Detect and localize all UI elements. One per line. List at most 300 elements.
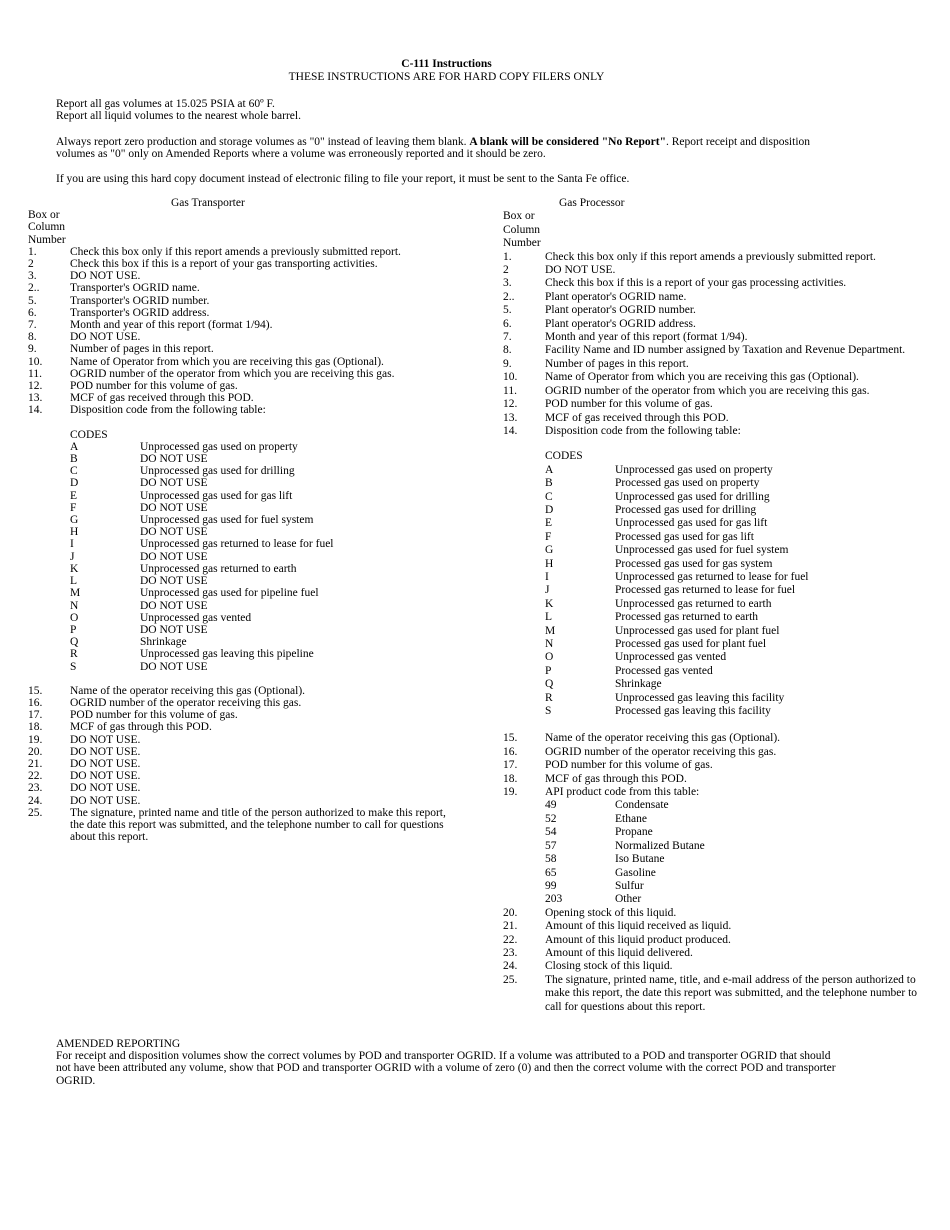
- code-description: Unprocessed gas returned to earth: [140, 562, 297, 575]
- intro-block: [56, 98, 856, 122]
- item-text: Transporter's OGRID address.: [70, 306, 210, 319]
- numbered-item: [503, 907, 928, 920]
- processor-items-a: [503, 251, 928, 439]
- numbered-item: [503, 920, 928, 933]
- item-number: 25.: [503, 973, 518, 986]
- code-letter: N: [545, 638, 554, 650]
- numbered-item: [28, 246, 458, 258]
- code-row: [70, 526, 458, 538]
- code-description: Unprocessed gas used on property: [615, 463, 773, 476]
- item-number: 3.: [28, 270, 37, 283]
- amended-heading: AMENDED REPORTING: [56, 1038, 181, 1050]
- item-number: 3.: [503, 277, 512, 290]
- item-text: POD number for this volume of gas.: [70, 380, 238, 393]
- numbered-item: [28, 270, 458, 282]
- item-text: Facility Name and ID number assigned by Taxation and Revenue Department.: [545, 344, 906, 357]
- code-row: [70, 661, 458, 673]
- item-number: 7.: [28, 319, 37, 332]
- code-description: Unprocessed gas used for fuel system: [615, 544, 789, 557]
- item-number: 1.: [503, 250, 512, 263]
- code-row: [70, 538, 458, 550]
- code-row: [545, 598, 928, 611]
- transporter-codes: [28, 429, 458, 673]
- code-row: [545, 584, 928, 597]
- code-description: Unprocessed gas used for pipeline fuel: [140, 587, 319, 600]
- item-number: 11.: [503, 384, 517, 397]
- item-text: Name of the operator receiving this gas (Optional).: [545, 732, 781, 745]
- item-text: Amount of this liquid received as liquid.: [545, 920, 732, 933]
- code-letter: E: [70, 489, 78, 502]
- code-row: [70, 575, 458, 587]
- numbered-item: [28, 380, 458, 392]
- code-letter: B: [70, 453, 78, 466]
- code-letter: N: [70, 599, 79, 612]
- intro-line-2: Report all liquid volumes to the nearest whole barrel.: [56, 110, 301, 123]
- code-description: Unprocessed gas used for gas lift: [615, 517, 768, 530]
- code-description: Processed gas used for plant fuel: [615, 638, 767, 650]
- code-letter: F: [70, 501, 77, 514]
- col-label-line-3: Number: [28, 233, 66, 246]
- item-text: Check this box only if this report amends a previously submitted report.: [70, 245, 401, 258]
- item-number: 9.: [503, 357, 512, 370]
- item-text: Name of the operator receiving this gas (Optional).: [70, 684, 306, 697]
- code-letter: A: [70, 440, 79, 453]
- code-description: Gasoline: [615, 866, 656, 879]
- item-number: 17.: [503, 759, 518, 772]
- col-label-line-2: Column: [28, 221, 66, 234]
- code-row: [545, 477, 928, 490]
- code-row: [545, 517, 928, 530]
- item-number: 13.: [28, 392, 43, 405]
- code-letter: I: [70, 538, 74, 551]
- item-text: MCF of gas through this POD.: [70, 721, 212, 734]
- item-number: 16.: [503, 745, 518, 758]
- code-letter: 58: [545, 853, 557, 866]
- code-row: [545, 867, 928, 880]
- item-number: 22.: [503, 933, 518, 946]
- numbered-item: [28, 404, 458, 416]
- code-description: DO NOT USE: [140, 550, 208, 563]
- numbered-item: [28, 282, 458, 294]
- code-letter: E: [545, 517, 553, 530]
- code-letter: P: [70, 623, 77, 636]
- code-description: DO NOT USE: [140, 599, 208, 612]
- item-number: 12.: [503, 398, 518, 411]
- code-row: [70, 600, 458, 612]
- code-letter: 52: [545, 812, 557, 825]
- item-number: 6.: [28, 306, 37, 319]
- item-number: 17.: [28, 709, 43, 722]
- code-row: [545, 544, 928, 557]
- item-number: 14.: [503, 424, 518, 437]
- gas-transporter-column: [28, 197, 458, 843]
- code-letter: M: [545, 624, 556, 637]
- item-text: Opening stock of this liquid.: [545, 906, 677, 919]
- code-row: [70, 477, 458, 489]
- transporter-items-b: [28, 685, 458, 844]
- code-letter: 49: [545, 799, 557, 812]
- numbered-item: [28, 319, 458, 331]
- item-text: OGRID number of the operator from which you are receiving this gas.: [70, 367, 395, 380]
- code-row: [545, 665, 928, 678]
- code-description: Processed gas vented: [615, 664, 713, 677]
- code-description: Ethane: [615, 812, 647, 825]
- col-label-line-3: Number: [503, 237, 541, 250]
- item-text: DO NOT USE.: [70, 745, 141, 758]
- gas-transporter-heading: Gas Transporter: [171, 197, 245, 209]
- item-text: Check this box if this is a report of your gas processing activities.: [545, 277, 847, 290]
- item-text: Disposition code from the following table:: [545, 424, 741, 437]
- item-number: 21.: [503, 920, 518, 933]
- code-description: DO NOT USE: [140, 453, 208, 466]
- numbered-item: [503, 732, 928, 745]
- transporter-codes-list: [70, 441, 458, 673]
- code-letter: 65: [545, 866, 557, 879]
- code-letter: R: [545, 691, 553, 704]
- numbered-item: [28, 746, 458, 758]
- numbered-item: [503, 412, 928, 425]
- numbered-item: [503, 251, 928, 264]
- code-row: [545, 799, 928, 812]
- item-text: DO NOT USE.: [70, 770, 141, 783]
- code-description: Unprocessed gas used for gas lift: [140, 489, 293, 502]
- numbered-item: [28, 331, 458, 343]
- code-row: [545, 611, 928, 624]
- code-description: Processed gas returned to lease for fuel: [615, 584, 796, 597]
- code-letter: F: [545, 530, 552, 543]
- code-description: Unprocessed gas returned to lease for fuel: [615, 570, 809, 583]
- code-letter: I: [545, 570, 549, 583]
- code-description: Normalized Butane: [615, 839, 705, 852]
- gas-processor-heading: Gas Processor: [559, 197, 625, 209]
- code-row: [545, 531, 928, 544]
- code-row: [545, 638, 928, 651]
- item-text: API product code from this table:: [545, 786, 700, 799]
- numbered-item: [28, 307, 458, 319]
- code-row: [70, 502, 458, 514]
- item-number: 15.: [28, 684, 43, 697]
- code-letter: 57: [545, 839, 557, 852]
- numbered-item: [28, 368, 458, 380]
- item-number: 25.: [28, 806, 43, 819]
- item-text: Month and year of this report (format 1/94).: [545, 331, 748, 344]
- numbered-item: [503, 934, 928, 947]
- item-text: Month and year of this report (format 1/94).: [70, 319, 273, 332]
- numbered-item: [28, 356, 458, 368]
- code-letter: 203: [545, 893, 563, 906]
- numbered-item: [28, 709, 458, 721]
- item-number: 7.: [503, 331, 512, 344]
- processor-codes: [503, 450, 928, 718]
- item-text: Closing stock of this liquid.: [545, 960, 673, 973]
- numbered-item: [503, 385, 928, 398]
- item-number: 5.: [28, 294, 37, 307]
- numbered-item: [28, 721, 458, 733]
- numbered-item: [503, 773, 928, 786]
- code-description: Unprocessed gas returned to earth: [615, 597, 772, 610]
- item-text: Plant operator's OGRID name.: [545, 290, 687, 303]
- code-letter: C: [545, 490, 553, 503]
- item-text: MCF of gas through this POD.: [545, 772, 687, 785]
- item-text: MCF of gas received through this POD.: [545, 411, 729, 424]
- item-number: 20.: [503, 906, 518, 919]
- code-row: [545, 625, 928, 638]
- item-text: Transporter's OGRID number.: [70, 294, 210, 307]
- numbered-item: [28, 807, 458, 844]
- code-row: [70, 465, 458, 477]
- numbered-item: [503, 331, 928, 344]
- code-description: Processed gas leaving this facility: [615, 705, 771, 718]
- code-row: [70, 587, 458, 599]
- code-letter: H: [545, 557, 554, 570]
- code-letter: L: [545, 611, 553, 624]
- amended-reporting: [56, 1038, 846, 1087]
- code-description: DO NOT USE: [140, 477, 208, 490]
- code-description: Unprocessed gas leaving this pipeline: [140, 648, 314, 661]
- item-text: Plant operator's OGRID address.: [545, 317, 696, 330]
- item-text: Check this box only if this report amends a previously submitted report.: [545, 250, 876, 263]
- numbered-item: [28, 697, 458, 709]
- code-row: [545, 571, 928, 584]
- item-number: 18.: [28, 721, 43, 734]
- item-text: DO NOT USE.: [70, 270, 141, 283]
- code-row: [70, 636, 458, 648]
- code-letter: Q: [70, 636, 79, 649]
- code-row: [545, 491, 928, 504]
- item-number: 10.: [28, 355, 43, 368]
- item-text: POD number for this volume of gas.: [545, 759, 713, 772]
- code-letter: H: [70, 526, 79, 539]
- code-letter: K: [545, 597, 554, 610]
- code-letter: G: [70, 514, 79, 527]
- code-description: Unprocessed gas used for plant fuel: [615, 624, 780, 637]
- col-label-line-2: Column: [503, 223, 541, 236]
- codes-title: CODES: [70, 428, 108, 441]
- item-number: 18.: [503, 772, 518, 785]
- code-letter: J: [545, 584, 550, 597]
- numbered-item: [28, 770, 458, 782]
- item-text: Number of pages in this report.: [70, 343, 214, 356]
- code-letter: P: [545, 664, 552, 677]
- item-text: DO NOT USE.: [545, 264, 616, 277]
- item-text: DO NOT USE.: [70, 733, 141, 746]
- code-description: Unprocessed gas used on property: [140, 440, 298, 453]
- item-text: DO NOT USE.: [70, 331, 141, 344]
- page-subtitle: THESE INSTRUCTIONS ARE FOR HARD COPY FILERS ONLY: [288, 71, 605, 83]
- processor-codes-list: [545, 464, 928, 719]
- code-row: [545, 826, 928, 839]
- numbered-item: [28, 392, 458, 404]
- item-number: 8.: [503, 344, 512, 357]
- code-letter: Q: [545, 678, 554, 691]
- code-letter: R: [70, 648, 78, 661]
- code-description: Propane: [615, 826, 653, 839]
- gas-processor-column: [503, 197, 928, 1014]
- code-row: [545, 893, 928, 906]
- code-description: DO NOT USE: [140, 526, 208, 539]
- item-text: Name of Operator from which you are receiving this gas (Optional).: [545, 371, 859, 384]
- item-number: 13.: [503, 411, 518, 424]
- item-text: MCF of gas received through this POD.: [70, 392, 254, 405]
- numbered-item: [503, 960, 928, 973]
- item-text: Disposition code from the following table:: [70, 404, 266, 417]
- numbered-item: [28, 258, 458, 270]
- item-number: 5.: [503, 304, 512, 317]
- item-text: The signature, printed name, title, and e-mail address of the person authorized to make this report, the date this report was submitted, and the telephone number to call for questions about this report.: [545, 973, 918, 1013]
- code-letter: G: [545, 544, 554, 557]
- processor-items-b: [503, 732, 928, 799]
- code-description: Sulfur: [615, 879, 644, 892]
- item-text: Check this box if this is a report of your gas transporting activities.: [70, 258, 378, 271]
- code-letter: S: [545, 705, 552, 718]
- code-letter: C: [70, 465, 78, 478]
- code-row: [545, 504, 928, 517]
- numbered-item: [28, 343, 458, 355]
- code-row: [545, 813, 928, 826]
- numbered-item: [503, 318, 928, 331]
- item-number: 8.: [28, 331, 37, 344]
- numbered-item: [503, 425, 928, 438]
- code-description: DO NOT USE: [140, 575, 208, 588]
- item-number: 2..: [28, 282, 40, 295]
- intro-para-2: [56, 136, 846, 160]
- item-text: Amount of this liquid product produced.: [545, 933, 731, 946]
- item-number: 19.: [28, 733, 43, 746]
- item-number: 15.: [503, 732, 518, 745]
- code-row: [545, 651, 928, 664]
- code-description: Other: [615, 893, 642, 906]
- code-row: [70, 490, 458, 502]
- code-row: [545, 853, 928, 866]
- numbered-item: [28, 795, 458, 807]
- code-letter: O: [545, 651, 554, 664]
- code-description: DO NOT USE: [140, 501, 208, 514]
- code-row: [70, 514, 458, 526]
- item-text: OGRID number of the operator receiving this gas.: [545, 745, 777, 758]
- code-row: [70, 551, 458, 563]
- code-description: Condensate: [615, 799, 669, 812]
- code-description: Shrinkage: [615, 678, 662, 691]
- transporter-items-a: [28, 246, 458, 417]
- code-row: [70, 563, 458, 575]
- numbered-item: [503, 759, 928, 772]
- code-row: [545, 558, 928, 571]
- item-number: 12.: [28, 380, 43, 393]
- numbered-item: [503, 291, 928, 304]
- code-row: [545, 705, 928, 718]
- code-letter: K: [70, 562, 79, 575]
- code-row: [545, 880, 928, 893]
- code-description: Unprocessed gas leaving this facility: [615, 691, 785, 704]
- code-letter: D: [545, 503, 554, 516]
- code-description: Unprocessed gas used for drilling: [140, 465, 295, 478]
- numbered-item: [503, 974, 928, 1014]
- item-number: 20.: [28, 745, 43, 758]
- numbered-item: [503, 358, 928, 371]
- code-description: Shrinkage: [140, 636, 187, 649]
- numbered-item: [28, 685, 458, 697]
- code-letter: 99: [545, 879, 557, 892]
- code-row: [70, 453, 458, 465]
- code-description: Unprocessed gas vented: [615, 651, 727, 664]
- col-label-line-1: Box or: [503, 210, 535, 223]
- numbered-item: [503, 264, 928, 277]
- item-text: DO NOT USE.: [70, 794, 141, 807]
- item-text: Transporter's OGRID name.: [70, 282, 200, 295]
- item-number: 14.: [28, 404, 43, 417]
- code-description: Unprocessed gas used for drilling: [615, 490, 770, 503]
- code-row: [70, 441, 458, 453]
- code-description: Iso Butane: [615, 853, 665, 866]
- code-row: [545, 840, 928, 853]
- numbered-item: [28, 295, 458, 307]
- item-text: POD number for this volume of gas.: [70, 709, 238, 722]
- item-number: 21.: [28, 757, 43, 770]
- item-number: 23.: [28, 782, 43, 795]
- item-text: Plant operator's OGRID number.: [545, 304, 696, 317]
- code-description: DO NOT USE: [140, 660, 208, 673]
- intro-para-2-b: . Report receipt and disposition volumes as "0" only on Amended Reports where a volume was erroneously reported and it should be zero.: [56, 136, 811, 161]
- item-number: 2: [503, 264, 509, 277]
- item-number: 11.: [28, 367, 42, 380]
- codes-title: CODES: [545, 450, 583, 463]
- code-description: Unprocessed gas returned to lease for fuel: [140, 538, 334, 551]
- item-number: 9.: [28, 343, 37, 356]
- item-text: OGRID number of the operator from which you are receiving this gas.: [545, 384, 870, 397]
- code-letter: M: [70, 587, 81, 600]
- api-product-codes: [503, 799, 928, 906]
- code-description: Processed gas used on property: [615, 477, 760, 490]
- intro-para-2-bold: A blank will be considered "No Report": [469, 136, 666, 148]
- page-title: C-111 Instructions: [401, 58, 492, 70]
- code-letter: S: [70, 660, 77, 673]
- code-description: Processed gas used for gas lift: [615, 530, 754, 543]
- item-number: 1.: [28, 245, 37, 258]
- item-text: OGRID number of the operator receiving this gas.: [70, 696, 302, 709]
- numbered-item: [28, 758, 458, 770]
- item-number: 24.: [28, 794, 43, 807]
- numbered-item: [503, 786, 928, 799]
- code-letter: J: [70, 550, 75, 563]
- item-text: DO NOT USE.: [70, 757, 141, 770]
- item-number: 16.: [28, 696, 43, 709]
- code-letter: 54: [545, 826, 557, 839]
- numbered-item: [28, 782, 458, 794]
- col-label-line-1: Box or: [28, 209, 60, 222]
- item-text: POD number for this volume of gas.: [545, 398, 713, 411]
- processor-items-c: [503, 907, 928, 1014]
- item-text: Amount of this liquid delivered.: [545, 946, 693, 959]
- item-number: 6.: [503, 317, 512, 330]
- code-letter: D: [70, 477, 79, 490]
- item-number: 22.: [28, 770, 43, 783]
- item-number: 23.: [503, 946, 518, 959]
- numbered-item: [503, 947, 928, 960]
- numbered-item: [503, 398, 928, 411]
- code-row: [545, 678, 928, 691]
- item-text: Number of pages in this report.: [545, 357, 689, 370]
- code-letter: A: [545, 463, 554, 476]
- item-number: 24.: [503, 960, 518, 973]
- intro-para-2-a: Always report zero production and storage volumes as "0" instead of leaving them blank.: [56, 136, 470, 148]
- numbered-item: [503, 277, 928, 290]
- code-row: [70, 648, 458, 660]
- item-text: The signature, printed name and title of the person authorized to make this report, the date this report was submitted, and the telephone number to call for questions about this report.: [70, 806, 446, 844]
- intro-para-3: If you are using this hard copy document instead of electronic filing to file your report, it must be sent to the Santa Fe office.: [56, 173, 630, 185]
- code-letter: O: [70, 611, 79, 624]
- item-number: 10.: [503, 371, 518, 384]
- code-description: Unprocessed gas used for fuel system: [140, 514, 314, 527]
